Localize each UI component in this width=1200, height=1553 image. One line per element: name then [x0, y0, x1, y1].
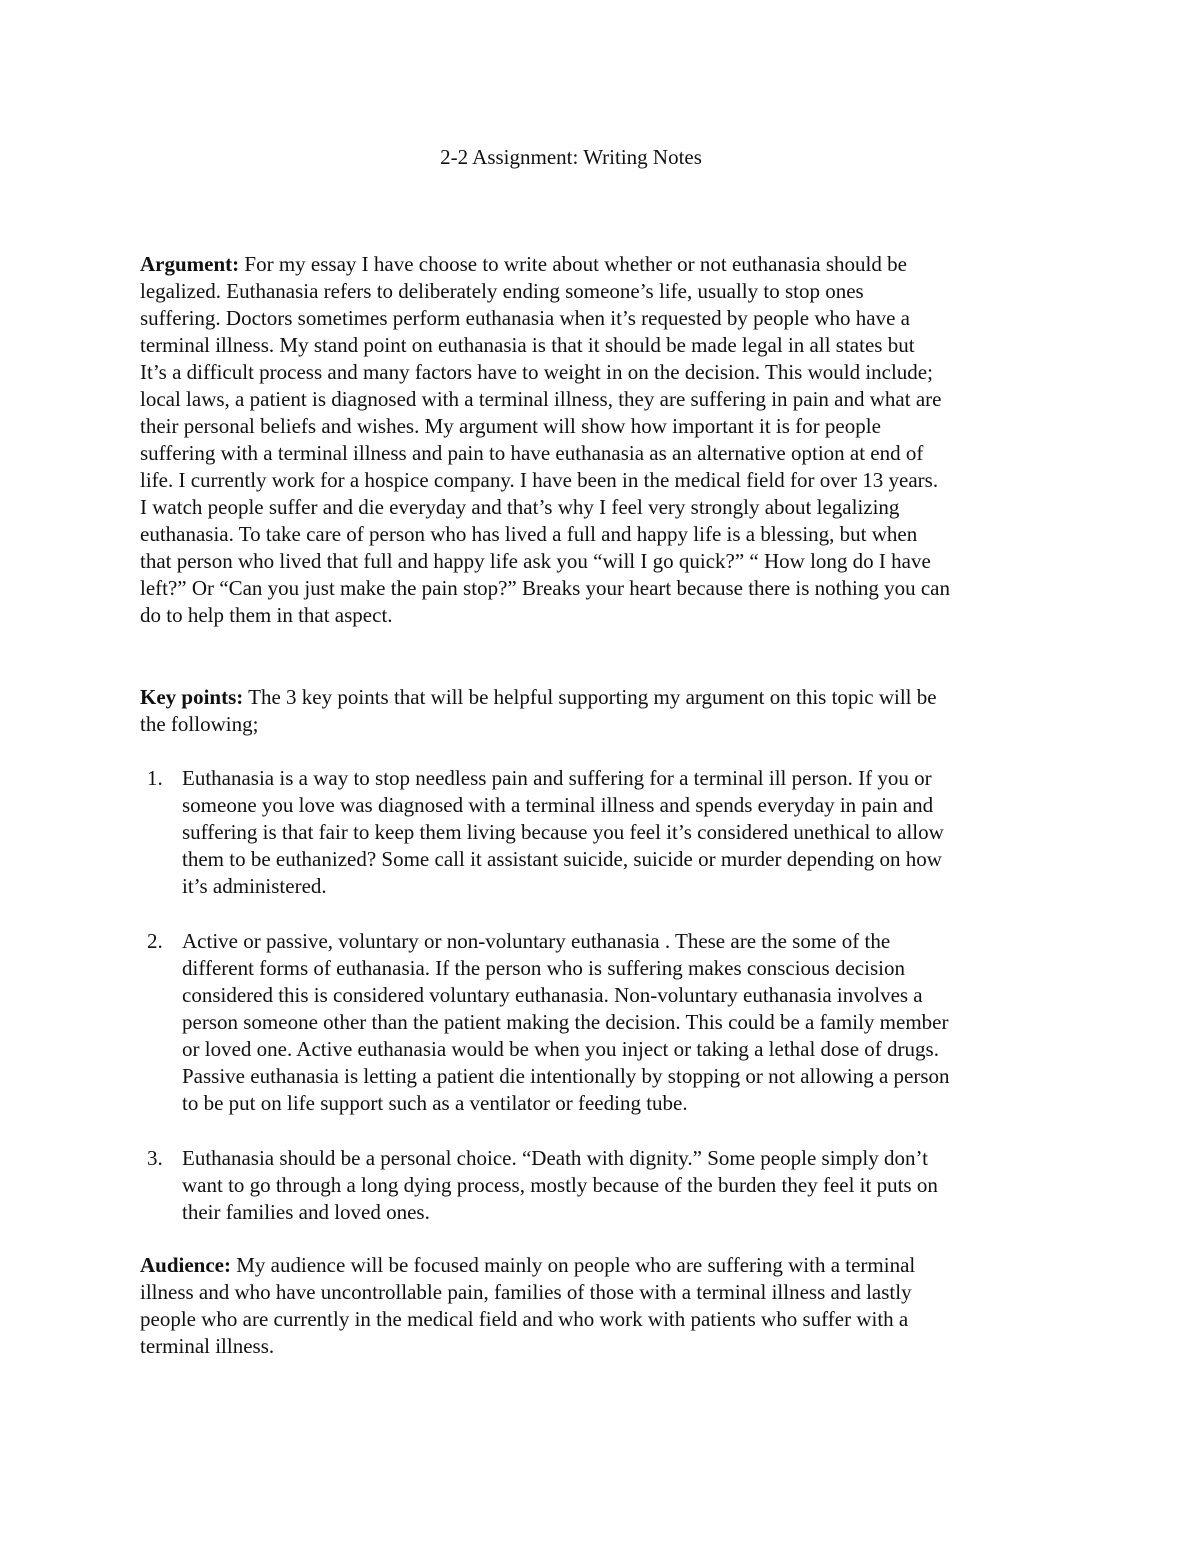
audience-line: terminal illness. [140, 1334, 275, 1358]
key-point-line: Euthanasia should be a personal choice. “Death with dignity.” Some people simply don’t [182, 1146, 928, 1170]
key-point-line: considered this is considered voluntary euthanasia. Non-voluntary euthanasia involves a [182, 983, 923, 1007]
argument-line: suffering with a terminal illness and pain to have euthanasia as an alternative option at end of [140, 441, 924, 465]
audience-text: My audience will be focused mainly on people who are suffering with a terminal [231, 1253, 916, 1277]
key-points-label: Key points: [140, 685, 244, 709]
key-point-line: person someone other than the patient making the decision. This could be a family member [182, 1010, 949, 1034]
document-title: 2-2 Assignment: Writing Notes [440, 145, 702, 169]
key-point-line: want to go through a long dying process, mostly because of the burden they feel it puts on [182, 1173, 938, 1197]
argument-line: legalized. Euthanasia refers to deliberately ending someone’s life, usually to stop ones [140, 279, 864, 303]
key-point-line: Passive euthanasia is letting a patient die intentionally by stopping or not allowing a person [182, 1064, 950, 1088]
argument-line: suffering. Doctors sometimes perform euthanasia when it’s requested by people who have a [140, 306, 910, 330]
key-points-line: the following; [140, 712, 259, 736]
argument-line: It’s a difficult process and many factors have to weight in on the decision. This would include; [140, 360, 933, 384]
key-point-body [182, 1145, 1062, 1226]
key-point-line: suffering is that fair to keep them living because you feel it’s considered unethical to allow [182, 820, 944, 844]
key-point-line: Active or passive, voluntary or non-voluntary euthanasia . These are the some of the [182, 929, 891, 953]
audience-paragraph [140, 1252, 1065, 1360]
key-point-line: Euthanasia is a way to stop needless pain and suffering for a terminal ill person. If you or [182, 766, 932, 790]
argument-line: terminal illness. My stand point on euthanasia is that it should be made legal in all states but [140, 333, 915, 357]
key-points-paragraph [140, 684, 1065, 738]
key-point-line: or loved one. Active euthanasia would be when you inject or taking a lethal dose of drugs. [182, 1037, 939, 1061]
argument-line: left?” Or “Can you just make the pain stop?” Breaks your heart because there is nothing you can [140, 576, 950, 600]
argument-paragraph [140, 251, 1065, 629]
argument-label: Argument: [140, 252, 240, 276]
argument-line [140, 251, 1065, 278]
argument-text: For my essay I have choose to write about whether or not euthanasia should be [239, 252, 907, 276]
argument-line: life. I currently work for a hospice company. I have been in the medical field for over 13 years. [140, 468, 939, 492]
key-point-line: to be put on life support such as a ventilator or feeding tube. [182, 1091, 688, 1115]
argument-line: that person who lived that full and happy life ask you “will I go quick?” “ How long do I have [140, 549, 931, 573]
key-points-text: The 3 key points that will be helpful supporting my argument on this topic will be [243, 685, 937, 709]
key-point-line: them to be euthanized? Some call it assistant suicide, suicide or murder depending on how [182, 847, 942, 871]
audience-line [140, 1252, 1065, 1279]
list-number: 1. [147, 766, 163, 790]
key-point-line: it’s administered. [182, 874, 327, 898]
argument-line: do to help them in that aspect. [140, 603, 393, 627]
key-point-line: different forms of euthanasia. If the person who is suffering makes conscious decision [182, 956, 905, 980]
key-point-line: their families and loved ones. [182, 1200, 430, 1224]
argument-line: local laws, a patient is diagnosed with a terminal illness, they are suffering in pain and what are [140, 387, 942, 411]
key-point-line: someone you love was diagnosed with a terminal illness and spends everyday in pain and [182, 793, 934, 817]
argument-line: I watch people suffer and die everyday and that’s why I feel very strongly about legalizing [140, 495, 900, 519]
argument-line: euthanasia. To take care of person who has lived a full and happy life is a blessing, but when [140, 522, 918, 546]
argument-line: their personal beliefs and wishes. My argument will show how important it is for people [140, 414, 881, 438]
key-point-body [182, 928, 1062, 1117]
key-points-line [140, 684, 1065, 711]
list-number: 3. [147, 1146, 163, 1170]
audience-line: illness and who have uncontrollable pain, families of those with a terminal illness and lastly [140, 1280, 912, 1304]
audience-line: people who are currently in the medical field and who work with patients who suffer with a [140, 1307, 909, 1331]
list-number: 2. [147, 929, 163, 953]
key-point-body [182, 765, 1062, 900]
audience-label: Audience: [140, 1253, 231, 1277]
